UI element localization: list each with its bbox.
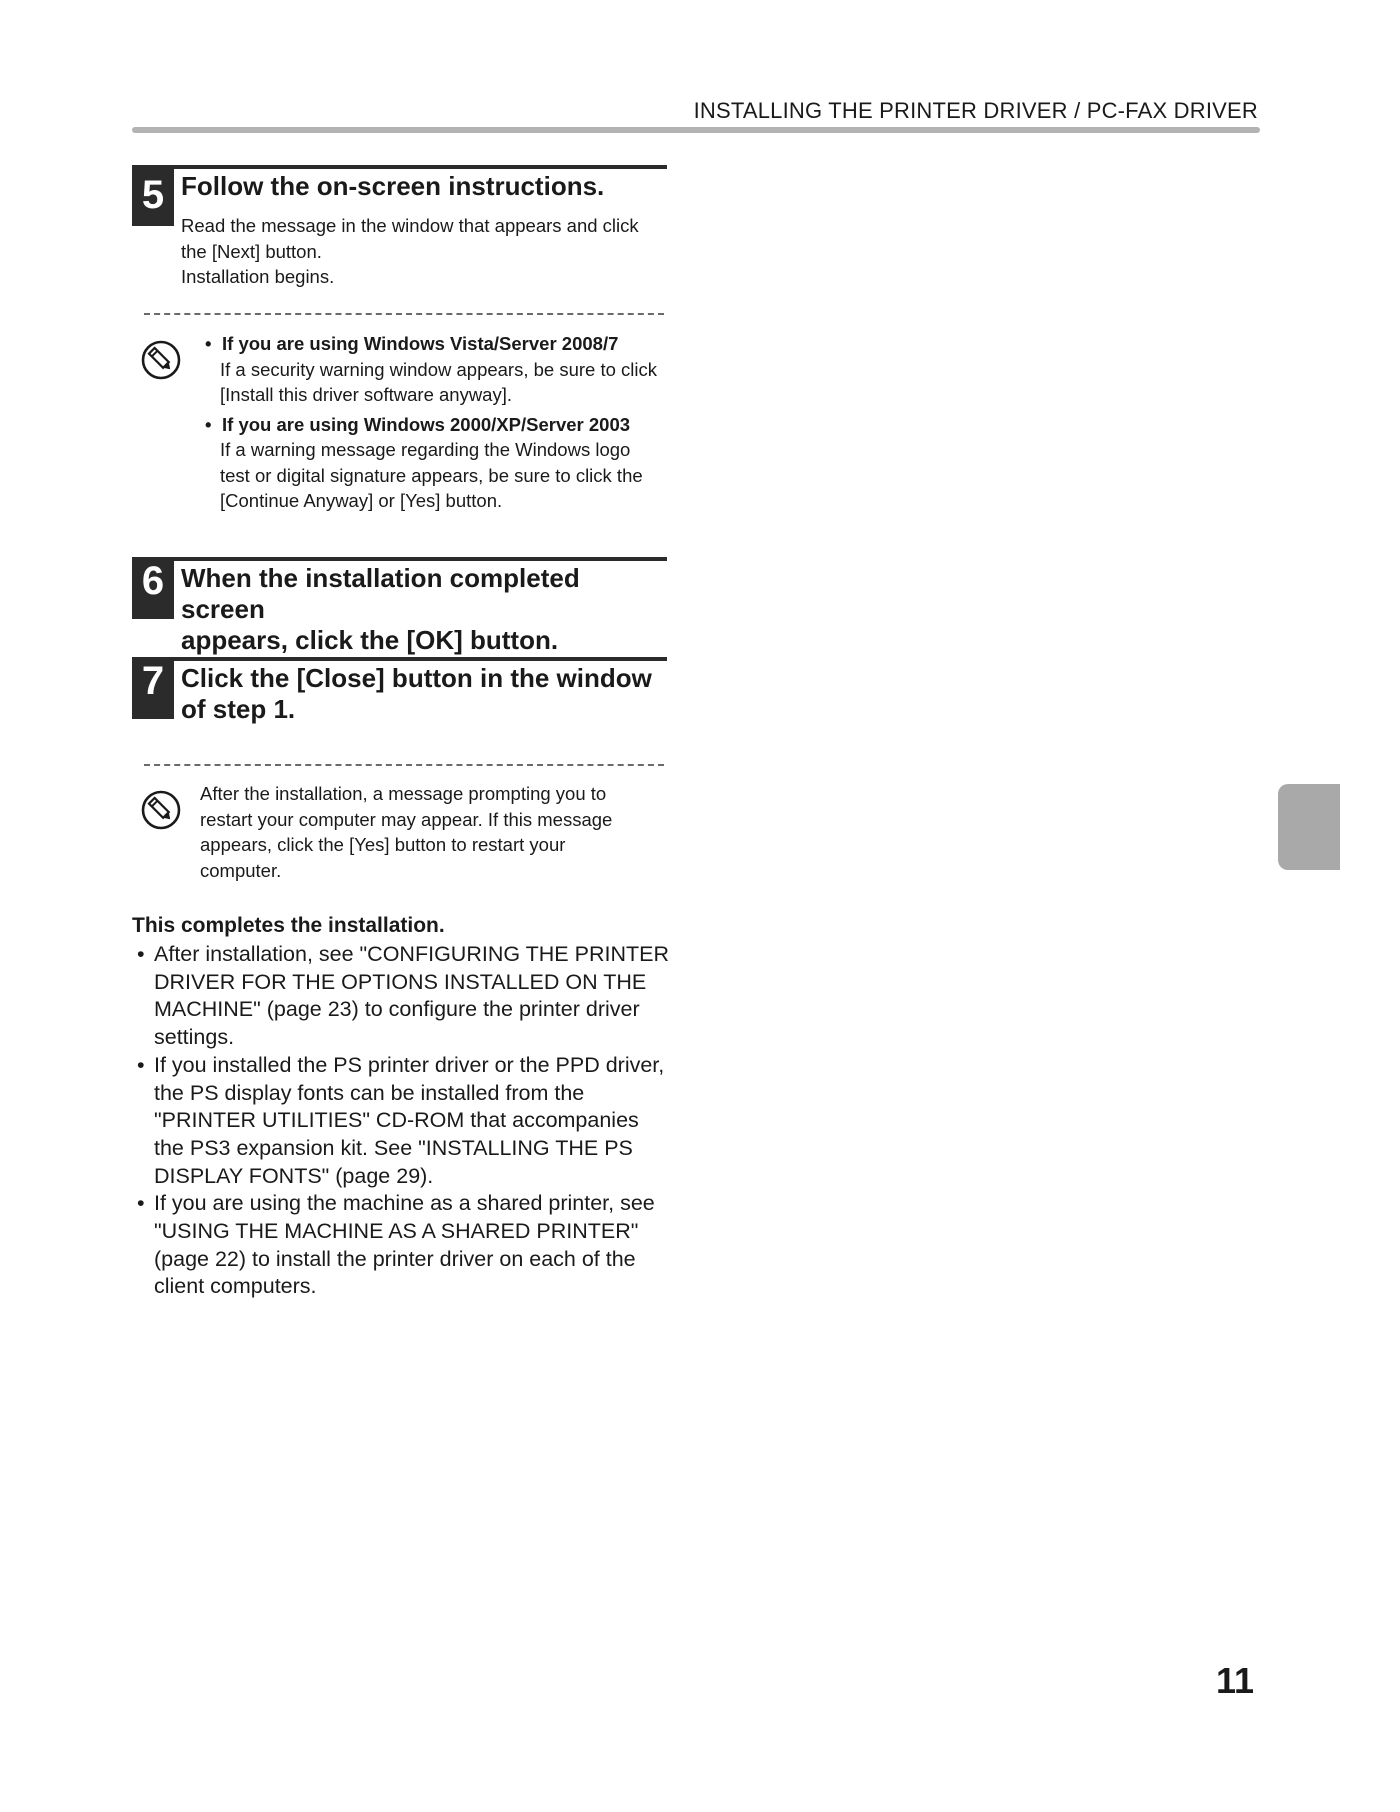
step-bar: [132, 165, 667, 169]
list-item-line: DISPLAY FONTS" (page 29).: [154, 1163, 434, 1188]
pencil-note-icon: [141, 790, 181, 830]
note-item-line: test or digital signature appears, be sure to click the: [220, 464, 643, 486]
note-divider: [144, 313, 664, 315]
step-title-line: of step 1.: [181, 694, 296, 724]
list-item-line: "USING THE MACHINE AS A SHARED PRINTER": [154, 1219, 639, 1244]
note-line: After the installation, a message prompting you to: [200, 783, 607, 804]
step-7: [132, 657, 667, 727]
list-item-line: the PS display fonts can be installed from the: [154, 1080, 585, 1105]
list-item-line: • After installation, see "CONFIGURING THE PRINTER: [154, 942, 669, 966]
list-item: [137, 941, 677, 1052]
note-divider: [144, 764, 664, 766]
list-item-line: MACHINE" (page 23) to configure the printer driver: [154, 997, 640, 1022]
note-item-line: [Continue Anyway] or [Yes] button.: [220, 490, 503, 511]
list-item-line: client computers.: [154, 1274, 317, 1299]
step-body-line: Installation begins.: [181, 266, 335, 287]
step-title: [181, 663, 667, 725]
note-line: restart your computer may appear. If this message: [200, 808, 613, 830]
running-header: INSTALLING THE PRINTER DRIVER / PC-FAX DRIVER: [693, 98, 1258, 123]
page-number: 11: [1215, 1660, 1254, 1701]
step-title-line: When the installation completed screen: [181, 563, 580, 624]
list-item-line: • If you are using the machine as a shared printer, see: [154, 1191, 655, 1216]
note-item: [205, 331, 675, 408]
step-number: 5: [132, 165, 174, 226]
step-body-line: Read the message in the window that appears and click: [181, 215, 639, 236]
list-item-line: DRIVER FOR THE OPTIONS INSTALLED ON THE: [154, 969, 647, 994]
pencil-note-icon: [141, 340, 181, 380]
list-item: [137, 1190, 677, 1301]
header-rule: [132, 127, 1260, 133]
note-item-heading: • If you are using Windows 2000/XP/Server 2003: [205, 412, 675, 438]
step-title: Follow the on-screen instructions.: [181, 171, 605, 201]
note-item: [205, 412, 675, 514]
step-bar: [132, 657, 667, 661]
completion-bullets: [137, 941, 677, 1301]
list-item-line: "PRINTER UTILITIES" CD-ROM that accompanies: [154, 1108, 639, 1133]
note-item-line: If a security warning window appears, be sure to click: [220, 358, 658, 380]
step-title-line: appears, click the [OK] button.: [181, 625, 559, 655]
list-item-line: (page 22) to install the printer driver on each of the: [154, 1246, 636, 1271]
note-windows-warnings: [205, 331, 675, 514]
step-bar: [132, 557, 667, 561]
list-item: [137, 1052, 677, 1191]
step-number: 6: [132, 557, 174, 619]
note-restart: [200, 781, 670, 883]
list-item-line: • If you installed the PS printer driver or the PPD driver,: [154, 1052, 665, 1077]
step-body-line: the [Next] button.: [181, 240, 322, 262]
completion-heading: This completes the installation.: [132, 914, 445, 937]
step-6: [132, 557, 667, 655]
list-item-line: the PS3 expansion kit. See "INSTALLING THE PS: [154, 1135, 633, 1160]
step-body: [181, 213, 667, 290]
step-5: [132, 165, 667, 295]
note-item-line: If a warning message regarding the Windows logo: [220, 439, 631, 460]
step-title-line: Click the [Close] button in the window: [181, 663, 652, 693]
chapter-side-tab: [1278, 784, 1340, 870]
list-item-line: settings.: [154, 1025, 235, 1050]
note-line: computer.: [200, 859, 282, 881]
step-number: 7: [132, 657, 174, 719]
note-line: appears, click the [Yes] button to restart your: [200, 834, 566, 855]
step-title: [181, 563, 667, 656]
note-item-line: [Install this driver software anyway].: [220, 384, 512, 405]
note-item-heading: • If you are using Windows Vista/Server 2008/7: [205, 331, 675, 357]
